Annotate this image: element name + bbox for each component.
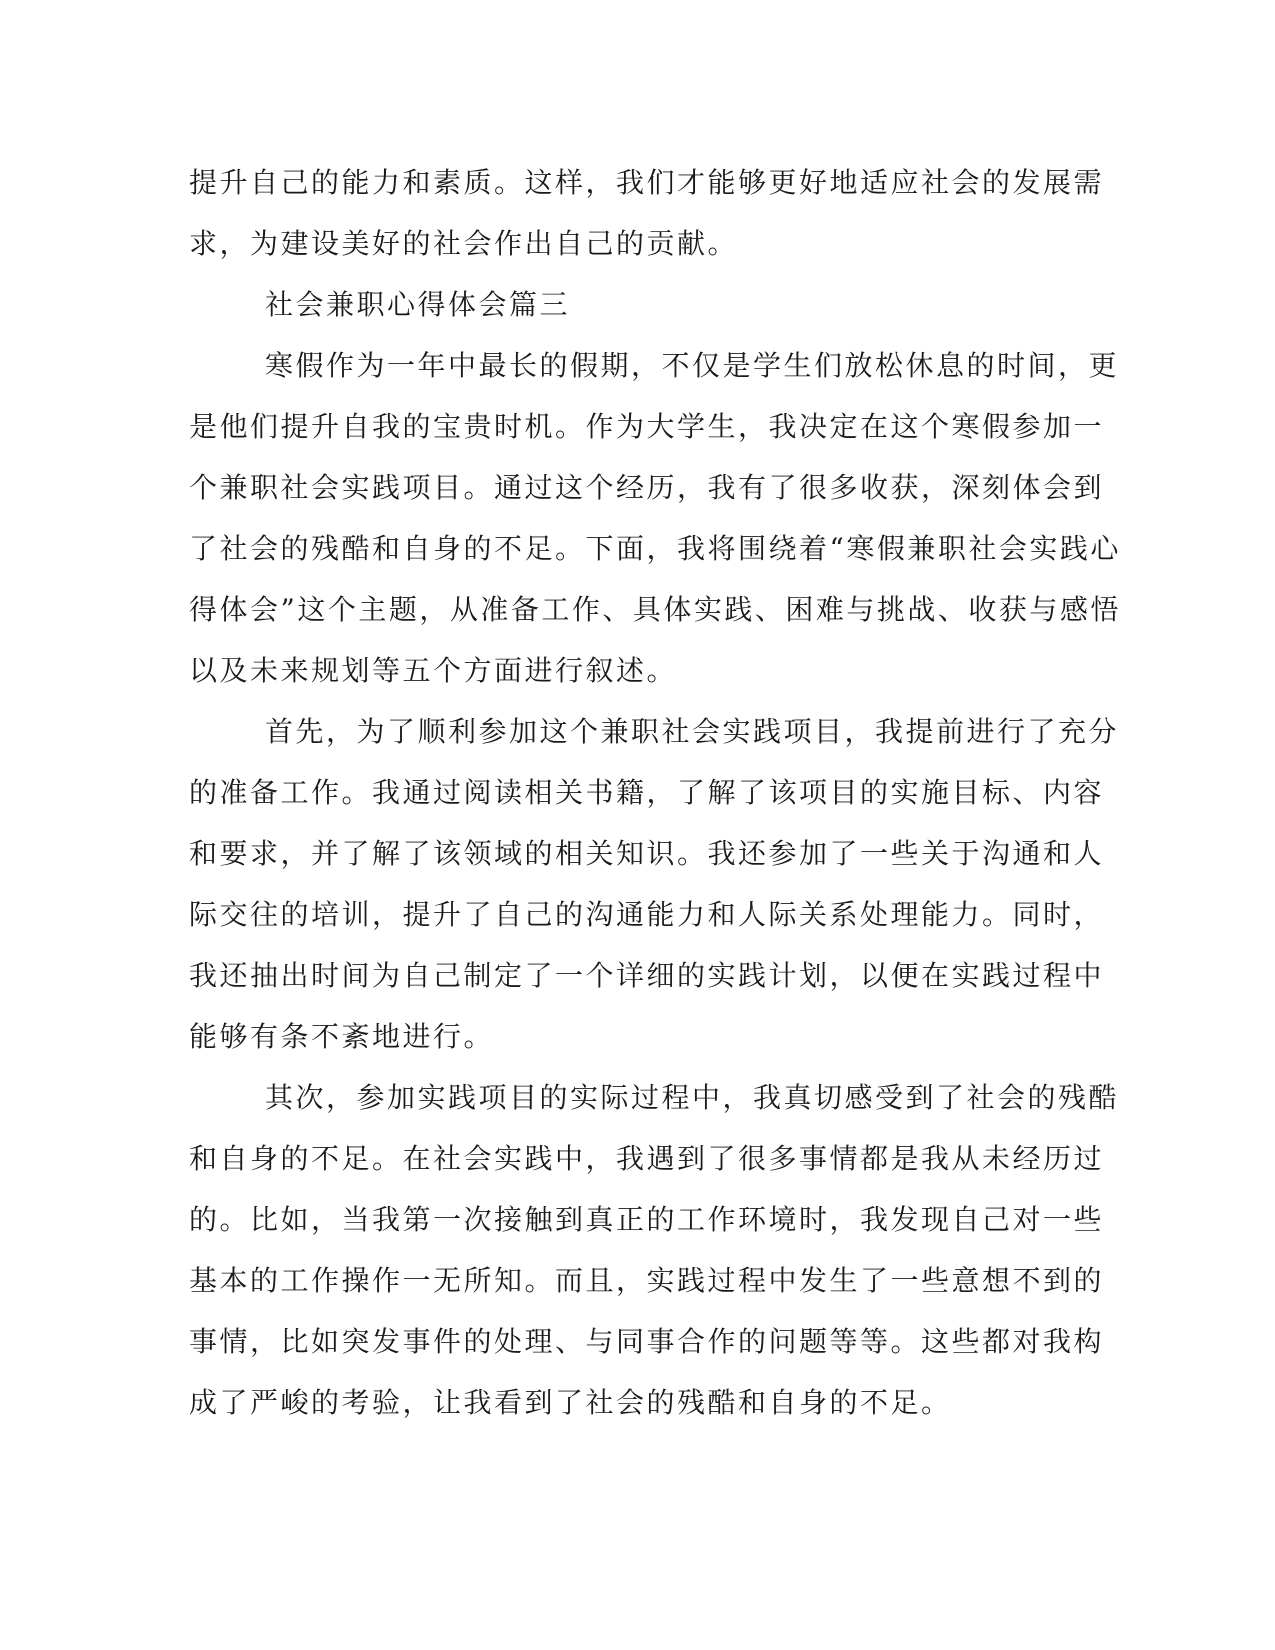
text-line: 我还抽出时间为自己制定了一个详细的实践计划，以便在实践过程中 bbox=[189, 959, 1105, 992]
text-line: 提升自己的能力和素质。这样，我们才能够更好地适应社会的发展需 bbox=[189, 166, 1105, 199]
text-line: 其次，参加实践项目的实际过程中，我真切感受到了社会的残酷 bbox=[265, 1081, 1120, 1114]
text-line: 得体会”这个主题，从准备工作、具体实践、困难与挑战、收获与感悟 bbox=[189, 593, 1121, 626]
document-body bbox=[189, 152, 1121, 1433]
text-line: 成了严峻的考验，让我看到了社会的残酷和自身的不足。 bbox=[189, 1386, 952, 1419]
text-line: 基本的工作操作一无所知。而且，实践过程中发生了一些意想不到的 bbox=[189, 1264, 1105, 1297]
text-line: 际交往的培训，提升了自己的沟通能力和人际关系处理能力。同时， bbox=[189, 898, 1105, 931]
text-line: 求，为建设美好的社会作出自己的贡献。 bbox=[189, 227, 739, 260]
text-line: 能够有条不紊地进行。 bbox=[189, 1020, 495, 1053]
text-line: 和要求，并了解了该领域的相关知识。我还参加了一些关于沟通和人 bbox=[189, 837, 1105, 870]
text-line: 的。比如，当我第一次接触到真正的工作环境时，我发现自己对一些 bbox=[189, 1203, 1105, 1236]
text-line: 寒假作为一年中最长的假期，不仅是学生们放松休息的时间，更 bbox=[265, 349, 1120, 382]
text-line: 个兼职社会实践项目。通过这个经历，我有了很多收获，深刻体会到 bbox=[189, 471, 1105, 504]
section-heading: 社会兼职心得体会篇三 bbox=[265, 288, 571, 321]
text-line: 的准备工作。我通过阅读相关书籍，了解了该项目的实施目标、内容 bbox=[189, 776, 1105, 809]
text-line: 以及未来规划等五个方面进行叙述。 bbox=[189, 654, 678, 687]
text-line: 首先，为了顺利参加这个兼职社会实践项目，我提前进行了充分 bbox=[265, 715, 1120, 748]
text-line: 了社会的残酷和自身的不足。下面，我将围绕着“寒假兼职社会实践心 bbox=[189, 532, 1121, 565]
text-line: 是他们提升自我的宝贵时机。作为大学生，我决定在这个寒假参加一 bbox=[189, 410, 1105, 443]
text-line: 和自身的不足。在社会实践中，我遇到了很多事情都是我从未经历过 bbox=[189, 1142, 1105, 1175]
text-line: 事情，比如突发事件的处理、与同事合作的问题等等。这些都对我构 bbox=[189, 1325, 1105, 1358]
